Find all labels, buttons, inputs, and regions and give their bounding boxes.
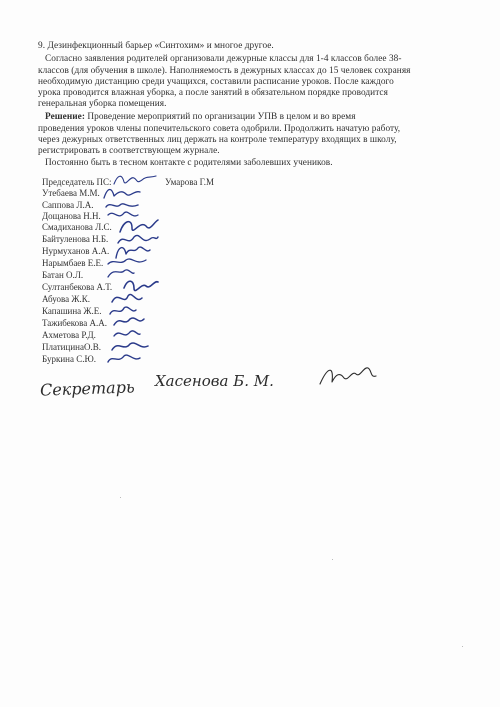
- paragraph-line: генеральная уборка помещения.: [38, 99, 167, 109]
- paragraph-line: урока проводится влажная уборка, а после занятий в обязательном порядке проводится: [38, 88, 388, 98]
- paragraph-line: Согласно заявления родителей организовали дежурные классы для 1-4 классов более 38-: [45, 54, 402, 64]
- member-name: Батан О.Л.: [42, 270, 84, 280]
- scan-speck: [120, 497, 121, 498]
- secretary-label: Секретарь: [39, 377, 135, 400]
- member-name: Нурмуханов А.А.: [42, 246, 110, 256]
- decision-label: Решение:: [45, 112, 85, 122]
- scan-speck: [332, 559, 333, 560]
- secretary-signature: [318, 362, 378, 388]
- decision-line: через дежурных ответственных лиц держать на контроле температуру входящих в школу,: [38, 135, 397, 145]
- member-name: Тажибекова А.А.: [42, 318, 108, 328]
- decision-text: Проведение мероприятий по организации УПВ в целом и во время: [87, 112, 356, 122]
- paragraph-line: классов (для обучения в школе). Наполняемость в дежурных классах до 15 человек сохраняя: [38, 66, 411, 76]
- decision-line: регистрировать в соответствующем журнале.: [38, 146, 220, 156]
- member-name: Султанбекова А.Т.: [42, 282, 113, 292]
- chair-title: Председатель ПС:: [42, 177, 112, 187]
- decision-line: [45, 112, 475, 123]
- member-name: Капашина Ж.Е.: [42, 306, 102, 316]
- member-name: ПлатицинаО.В.: [42, 342, 101, 352]
- member-name: Байтуленова Н.Б.: [42, 234, 109, 244]
- member-name: Буркина С.Ю.: [42, 354, 96, 364]
- member-name: Утебаева М.М.: [42, 188, 100, 198]
- member-name: Нарымбаев Е.Е.: [42, 258, 104, 268]
- member-name: Саппова Л.А.: [42, 200, 94, 210]
- member-name: Дощанова Н.Н.: [42, 211, 101, 221]
- member-name: Абуова Ж.К.: [42, 294, 90, 304]
- item-9-line: 9. Дезинфекционный барьер «Синтохим» и многое другое.: [38, 41, 274, 51]
- paragraph-line: необходимую дистанцию среди учащихся, составили расписание уроков. После каждого: [38, 77, 394, 87]
- member-name: Ахметова Р.Д.: [42, 330, 96, 340]
- member-name: Смадиханова Л.С.: [42, 222, 112, 232]
- contact-line: Постоянно быть в тесном контакте с родителями заболевших учеников.: [45, 158, 333, 168]
- scan-speck: [462, 646, 463, 647]
- member-signature: [106, 350, 142, 368]
- secretary-name: Хасенова Б. М.: [155, 372, 274, 390]
- decision-line: проведения уроков члены попечительского совета одобрили. Продолжить начатую работу,: [38, 124, 401, 134]
- chair-name: Умарова Г.М: [165, 177, 215, 187]
